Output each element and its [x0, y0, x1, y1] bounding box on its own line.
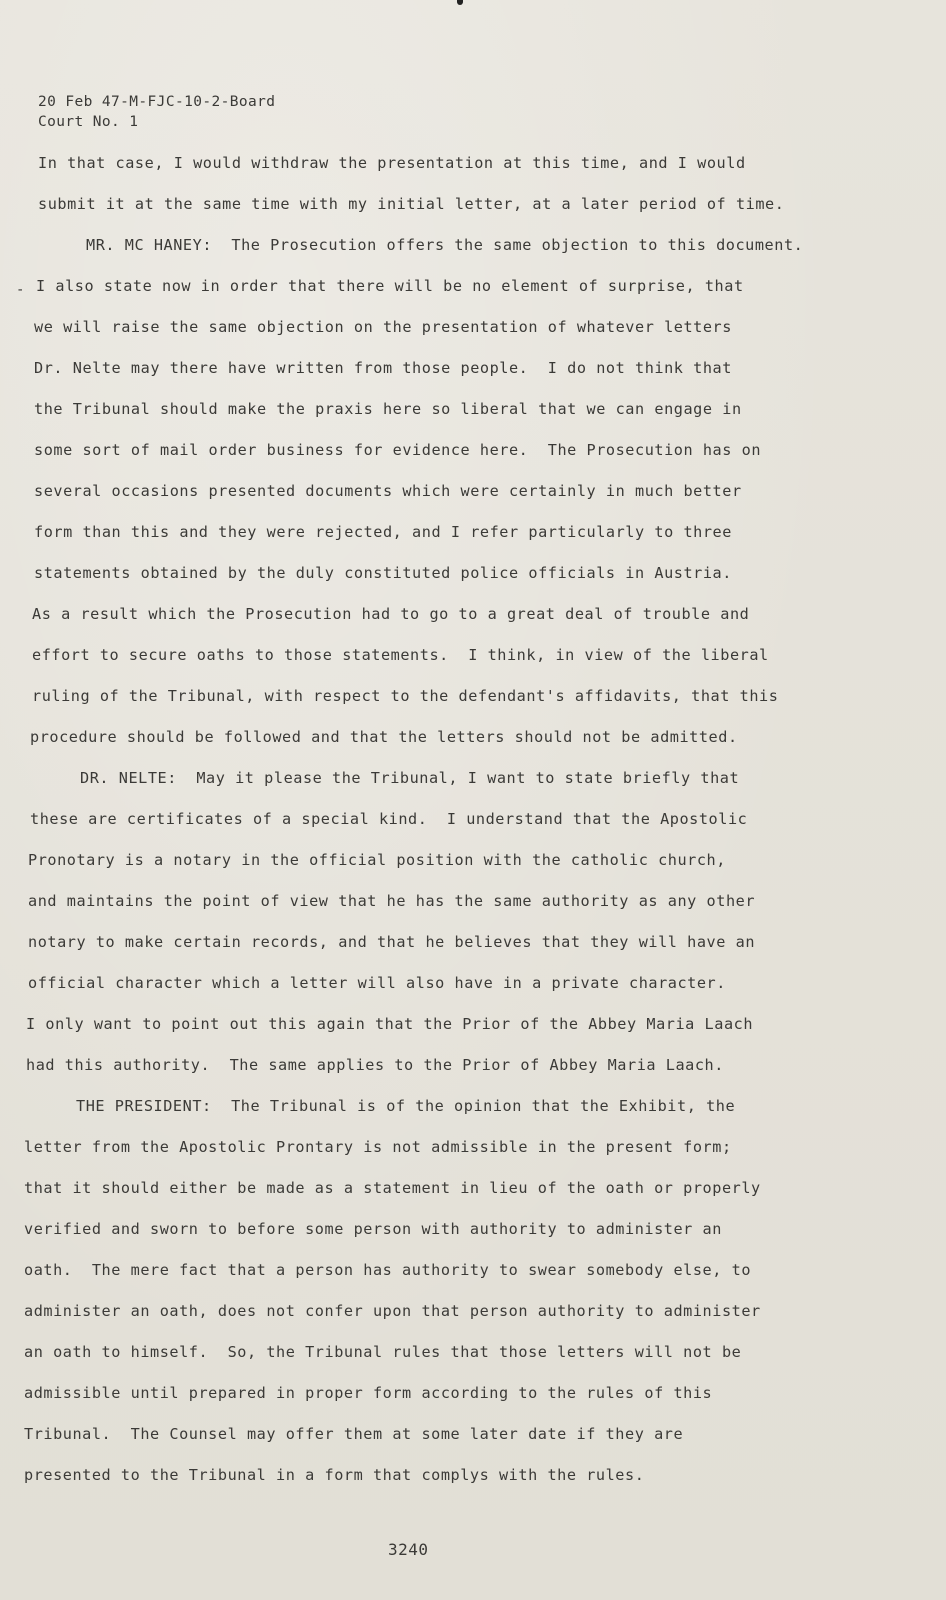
transcript-line: form than this and they were rejected, and I refer particularly to three: [34, 523, 732, 541]
transcript-line: an oath to himself. So, the Tribunal rules that those letters will not be: [24, 1343, 742, 1361]
transcript-line: Dr. Nelte may there have written from those people. I do not think that: [34, 359, 732, 377]
transcript-line: I only want to point out this again that the Prior of the Abbey Maria Laach: [26, 1015, 754, 1033]
header-reference: 20 Feb 47-M-FJC-10-2-Board: [38, 94, 276, 110]
transcript-line: effort to secure oaths to those statements. I think, in view of the liberal: [32, 646, 769, 664]
transcript-line: As a result which the Prosecution had to go to a great deal of trouble and: [32, 605, 750, 623]
transcript-line: had this authority. The same applies to the Prior of Abbey Maria Laach.: [26, 1056, 724, 1074]
transcript-line: submit it at the same time with my initial letter, at a later period of time.: [38, 195, 785, 213]
transcript-line: several occasions presented documents which were certainly in much better: [34, 482, 742, 500]
transcript-line: some sort of mail order business for evidence here. The Prosecution has on: [34, 441, 762, 459]
transcript-line: notary to make certain records, and that he believes that they will have an: [28, 933, 756, 951]
transcript-line: DR. NELTE: May it please the Tribunal, I want to state briefly that: [80, 769, 740, 787]
transcript-line: Tribunal. The Counsel may offer them at some later date if they are: [24, 1425, 684, 1443]
transcript-line: procedure should be followed and that the letters should not be admitted.: [30, 728, 738, 746]
transcript-line: the Tribunal should make the praxis here so liberal that we can engage in: [34, 400, 742, 418]
page-number: 3240: [388, 1540, 429, 1559]
transcript-line: we will raise the same objection on the presentation of whatever letters: [34, 318, 732, 336]
transcript-line: administer an oath, does not confer upon that person authority to administer: [24, 1302, 761, 1320]
transcript-line: verified and sworn to before some person with authority to administer an: [24, 1220, 722, 1238]
document-header: [38, 92, 275, 132]
transcript-line: ruling of the Tribunal, with respect to the defendant's affidavits, that this: [32, 687, 779, 705]
transcript-line: THE PRESIDENT: The Tribunal is of the opinion that the Exhibit, the: [76, 1097, 736, 1115]
transcript-line: presented to the Tribunal in a form that complys with the rules.: [24, 1466, 645, 1484]
transcript-body: [24, 154, 924, 1507]
transcript-line: I also state now in order that there will be no element of surprise, that: [36, 277, 744, 295]
margin-mark: -: [16, 282, 25, 298]
transcript-line: that it should either be made as a statement in lieu of the oath or properly: [24, 1179, 761, 1197]
binding-hole-mark: [457, 0, 463, 5]
transcript-line: oath. The mere fact that a person has authority to swear somebody else, to: [24, 1261, 752, 1279]
transcript-line: MR. MC HANEY: The Prosecution offers the same objection to this document.: [86, 236, 804, 254]
transcript-line: official character which a letter will also have in a private character.: [28, 974, 726, 992]
header-court: Court No. 1: [38, 114, 139, 130]
transcript-line: letter from the Apostolic Prontary is not admissible in the present form;: [24, 1138, 732, 1156]
transcript-line: admissible until prepared in proper form according to the rules of this: [24, 1384, 713, 1402]
transcript-line: In that case, I would withdraw the presentation at this time, and I would: [38, 154, 746, 172]
transcript-line: statements obtained by the duly constituted police officials in Austria.: [34, 564, 732, 582]
transcript-line: these are certificates of a special kind. I understand that the Apostolic: [30, 810, 748, 828]
transcript-line: and maintains the point of view that he has the same authority as any other: [28, 892, 756, 910]
transcript-line: Pronotary is a notary in the official position with the catholic church,: [28, 851, 726, 869]
